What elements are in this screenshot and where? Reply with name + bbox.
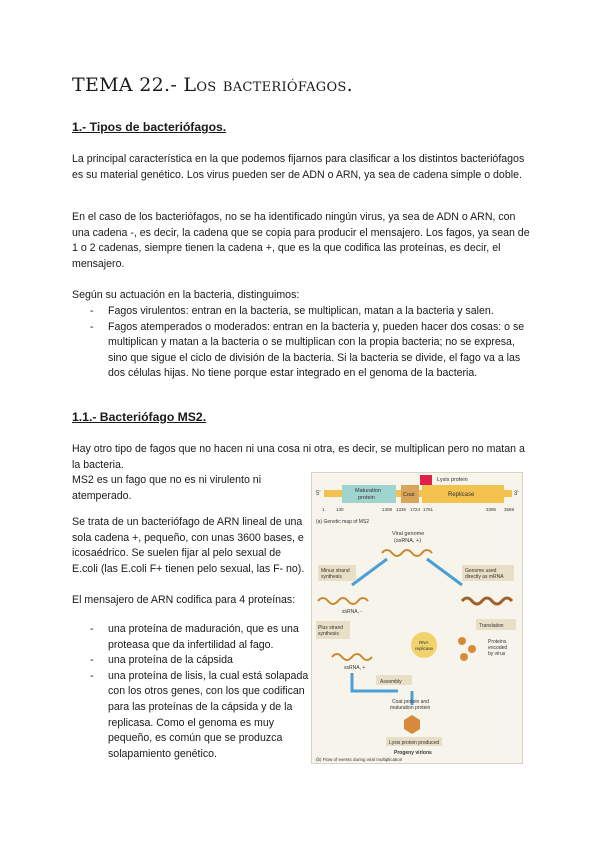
viral-genome-label: Viral genome bbox=[392, 531, 425, 537]
page-title: TEMA 22.- Los bacteriófagos. bbox=[72, 74, 353, 96]
lysis-produced-label: Lysis protein produced bbox=[389, 740, 440, 746]
viral-genome-wave bbox=[382, 550, 432, 556]
caption-a: (a) Genetic map of MS2 bbox=[316, 519, 370, 525]
maturation-label-2: protein bbox=[358, 495, 375, 501]
coord-label: 1308 bbox=[382, 507, 393, 512]
list-item: - Fagos atemperados o moderados: entran en la bacteria y, pueden hacer dos cosas: o se multiplican y matan a la bacteria o se multiplican con la propia bacteria; no se expresa, sino que sigue el ciclo de división de la bacteria. Si la bacteria se divide, el fago va a las dos células hijas. No tiene porque estar integrado en el genoma de la bacteria. bbox=[90, 320, 530, 382]
phage-types-list bbox=[90, 304, 530, 382]
coord-label: 3395 bbox=[486, 507, 497, 512]
rna-replicase-label: RNA bbox=[419, 640, 429, 645]
list-item: - Fagos virulentos: entran en la bacteria, se multiplican, matan a la bacteria y salen. bbox=[90, 304, 530, 320]
ssrna-plus-label: ssRNA, + bbox=[344, 665, 366, 671]
protein-dot bbox=[460, 653, 468, 661]
coord-label: 1335 bbox=[396, 507, 407, 512]
plus-synth-label-2: synthesis bbox=[318, 631, 339, 637]
rna-replicase-label-2: replicase bbox=[415, 646, 434, 651]
proteins-label-2: encoded bbox=[488, 645, 508, 651]
flow-arrow bbox=[427, 559, 462, 585]
coat-mat-label-2: maturation protein bbox=[390, 705, 431, 711]
protein-dot bbox=[458, 637, 466, 645]
coord-label: 130 bbox=[336, 507, 344, 512]
list-item: - una proteína de maduración, que es una proteasa que da infertilidad al fago. bbox=[90, 622, 312, 653]
coat-label: Coat bbox=[403, 492, 415, 498]
section-1-paragraph-3: Según su actuación en la bacteria, distinguimos: bbox=[72, 289, 300, 301]
maturation-label: Maturation bbox=[355, 488, 381, 494]
ssrna-minus-label: ssRNA, - bbox=[342, 609, 362, 615]
genome-used-label: Genome used bbox=[465, 568, 497, 574]
section-1-paragraph-1: La principal característica en la que podemos fijarnos para clasificar a los distintos bacteriófagos es su material genético. Los virus pueden ser de ADN o ARN, ya sea de cadena simple o doble. bbox=[72, 153, 525, 181]
proteins-label: Proteins bbox=[488, 639, 507, 645]
list-item: - una proteína de lisis, la cual está solapada con los otros genes, con los que codifican para las proteínas de la cápsida y de la replicasa. Como el genoma es muy pequeño, es común que se produzca solapamiento genético. bbox=[90, 669, 312, 763]
section-1-1-heading: 1.1.- Bacteriófago MS2. bbox=[72, 410, 207, 424]
virion-shape bbox=[404, 715, 420, 734]
replicase-label: Replicase bbox=[448, 492, 475, 498]
proteins-label-3: by virus bbox=[488, 651, 506, 657]
plus-synth-label: Plus strand bbox=[318, 625, 344, 631]
section-1-1-paragraph-2: MS2 es un fago que no es ni virulento ni atemperado. bbox=[72, 474, 262, 502]
coord-label: 3569 bbox=[504, 507, 515, 512]
section-1-1-paragraph-4: El mensajero de ARN codifica para 4 proteínas: bbox=[72, 594, 296, 606]
section-1-1-paragraph-1: Hay otro tipo de fagos que no hacen ni una cosa ni otra, es decir, se multiplican pero no matan a la bacteria. bbox=[72, 443, 525, 471]
section-1-1-paragraph-3: Se trata de un bacteriófago de ARN lineal de una sola cadena +, pequeño, con unas 3600 bases, e icosaédrico. Se suelen fijar al pelo sexual de E.coli (las E.coli F+ tienen pelo sexual, las F- no). bbox=[72, 516, 305, 575]
ssrna-wave bbox=[318, 598, 368, 604]
rna-replicase-circle bbox=[411, 632, 437, 658]
coord-label: 1724 bbox=[410, 507, 421, 512]
translation-label: Translation bbox=[479, 623, 504, 629]
minus-synth-label-2: synthesis bbox=[321, 574, 342, 580]
ms2-diagram bbox=[312, 473, 522, 763]
ms2-proteins-list bbox=[90, 622, 312, 762]
assembly-label: Assembly bbox=[380, 679, 402, 685]
list-item: - una proteína de la cápsida bbox=[90, 653, 312, 669]
genome-used-label-2: directly as mRNA bbox=[465, 574, 504, 580]
progeny-label: Progeny virions bbox=[394, 750, 432, 756]
section-1-paragraph-2: En el caso de los bacteriófagos, no se ha identificado ningún virus, ya sea de ADN o ARN, con una cadena -, es decir, la cadena que se copia para producir el mensajero. Los fagos, ya sean de 1 o 2 cadenas, siempre tienen la cadena +, que es la que codifica las proteínas, es decir, el mensajero. bbox=[72, 211, 530, 270]
flow-arrow bbox=[352, 559, 387, 585]
ms2-figure bbox=[311, 472, 523, 764]
coord-label: 1761 bbox=[423, 507, 434, 512]
mrna-wave bbox=[462, 598, 512, 604]
protein-dot bbox=[468, 645, 476, 653]
section-1-heading: 1.- Tipos de bacteriófagos. bbox=[72, 120, 227, 134]
lysis-protein-label: Lysis protein bbox=[437, 477, 468, 483]
minus-synth-label: Minus strand bbox=[321, 568, 350, 574]
coat-mat-label: Coat protein and bbox=[392, 699, 429, 705]
five-prime-label: 5' bbox=[316, 491, 321, 497]
three-prime-label: 3' bbox=[514, 491, 519, 497]
coord-label: 1 bbox=[322, 507, 325, 512]
caption-b: (b) Flow of events during viral multiplication bbox=[316, 757, 403, 762]
viral-genome-label-2: (ssRNA, +) bbox=[394, 538, 422, 544]
lysis-gene-box bbox=[420, 475, 432, 485]
ssrna-plus-wave bbox=[332, 654, 372, 660]
